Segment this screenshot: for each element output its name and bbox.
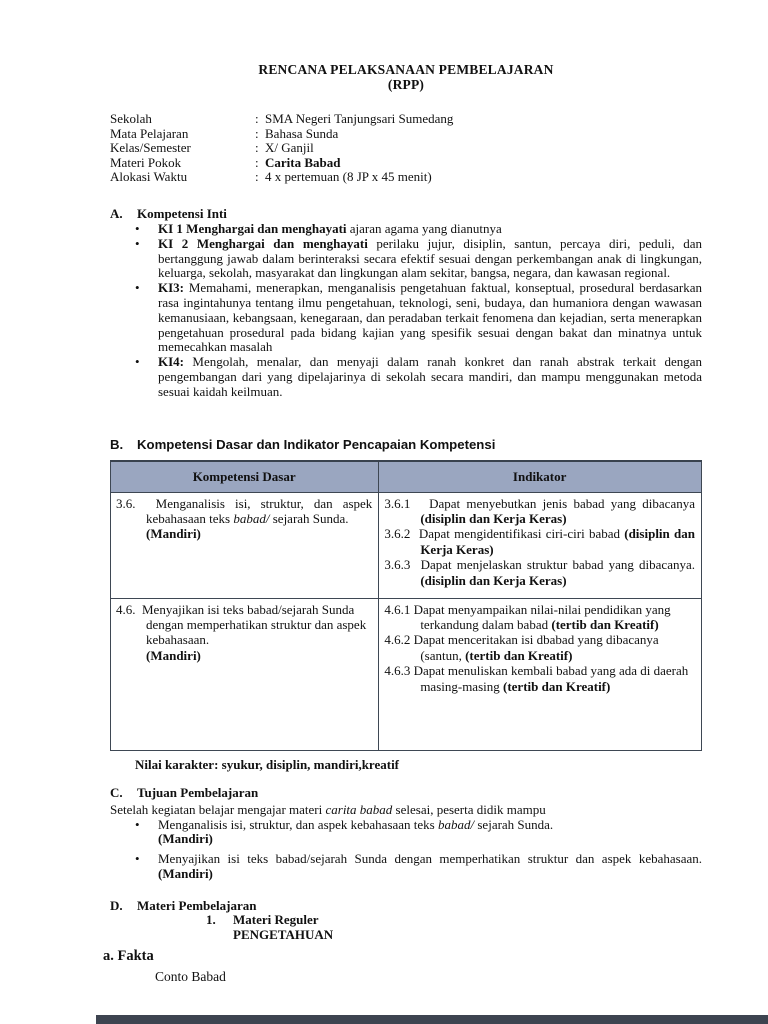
tujuan-list [110, 818, 702, 882]
ki-list [110, 222, 702, 400]
info-label: Materi Pokok [110, 154, 182, 170]
kd-3-6-text: 3.6. Menganalisis isi, struktur, dan aspek kebahasaan teks babad/ sejarah Sunda. (Mandiri) [116, 495, 373, 542]
info-block [110, 112, 702, 185]
info-row-sekolah [110, 112, 702, 127]
kd-indikator-table [110, 460, 702, 751]
section-c-title: Tujuan Pembelajaran [137, 784, 259, 800]
kd-cell-4-6 [111, 598, 379, 750]
section-a-heading [110, 206, 702, 221]
tujuan-item-1: • Menganalisis isi, struktur, dan aspek kebahasaan teks babad/ sejarah Sunda. (Mandiri) [110, 818, 702, 848]
info-row-kelas-semester [110, 141, 702, 156]
indikator-3-6-3: 3.6.3 Dapat menjelaskan struktur babad yang dibacanya. (disiplin dan Kerja Keras) [384, 557, 695, 588]
info-label: Alokasi Waktu [110, 169, 188, 185]
section-b-title: Kompetensi Dasar dan Indikator Pencapaian Kompetensi [137, 436, 496, 452]
info-value: Bahasa Sunda [265, 125, 339, 141]
info-label: Kelas/Semester [110, 140, 191, 156]
info-separator: : [255, 169, 259, 185]
info-separator: : [255, 125, 259, 141]
col-header-kompetensi-dasar: Kompetensi Dasar [111, 461, 379, 493]
section-d-title: Materi Pembelajaran [137, 897, 257, 913]
info-value: SMA Negeri Tanjungsari Sumedang [265, 111, 454, 126]
ki2-item: • KI 2 Menghargai dan menghayati perilaku jujur, disiplin, santun, percaya diri, peduli, dan bertanggung jawab dalam berinteraksi secara efektif sesuai dengan perkembangan anak di lingkungan, keluarga, sekolah, masyarakat dan lingkungan alam sekitar, bangsa, negara, dan kawasan regional. [110, 237, 702, 281]
section-d-label: D. [110, 897, 123, 913]
tujuan-intro: Setelah kegiatan belajar mengajar materi carita babad selesai, peserta didik mampu [110, 801, 546, 817]
table-row [111, 598, 702, 750]
section-a-label: A. [110, 205, 123, 221]
info-row-alokasi-waktu [110, 170, 702, 185]
kd-cell-3-6 [111, 492, 379, 598]
indikator-3-6-2: 3.6.2 Dapat mengidentifikasi ciri-ciri babad (disiplin dan Kerja Keras) [384, 526, 695, 557]
indikator-cell-4-6 [379, 598, 702, 750]
info-label: Sekolah [110, 111, 152, 126]
info-value: 4 x pertemuan (8 JP x 45 menit) [265, 169, 432, 185]
section-c-label: C. [110, 784, 123, 800]
nilai-karakter-note: Nilai karakter: syukur, disiplin, mandiri,kreatif [135, 756, 400, 772]
kd-4-6-text: 4.6. Menyajikan isi teks babad/sejarah Sunda dengan memperhatikan struktur dan aspek kebahasaan. (Mandiri) [116, 601, 367, 663]
page-bottom-bar [96, 1015, 768, 1024]
info-value: X/ Ganjil [265, 140, 314, 156]
materi-reguler-title: Materi Reguler [233, 911, 319, 927]
pengetahuan-heading: PENGETAHUAN [233, 926, 334, 942]
section-kompetensi-dasar [110, 437, 702, 773]
section-d-heading [110, 898, 702, 913]
fakta-content: Conto Babad [155, 969, 226, 985]
ki4-item: • KI4: Mengolah, menalar, dan menyaji dalam ranah konkret dan ranah abstrak terkait dengan pengembangan dari yang dipelajarinya di sekolah secara mandiri, dan mampu menggunakan metoda sesuai kaidah keilmuan. [110, 355, 702, 399]
page-title: RENCANA PELAKSANAAN PEMBELAJARAN [258, 62, 554, 77]
info-separator: : [255, 140, 259, 156]
section-a-title: Kompetensi Inti [137, 205, 227, 221]
materi-reguler-number: 1. [206, 911, 216, 927]
section-b-label: B. [110, 436, 124, 452]
table-header-row [111, 461, 702, 493]
section-tujuan-pembelajaran [110, 785, 702, 882]
page-subtitle: (RPP) [387, 77, 425, 92]
tujuan-item-2: • Menyajikan isi teks babad/sejarah Sunda dengan memperhatikan struktur dan aspek kebahasaan. (Mandiri) [110, 852, 702, 882]
indikator-3-6-1: 3.6.1 Dapat menyebutkan jenis babad yang dibacanya (disiplin dan Kerja Keras) [384, 495, 695, 526]
indikator-4-6-1: 4.6.1 Dapat menyampaikan nilai-nilai pendidikan yang terkandung dalam babad (tertib dan Kreatif) [384, 601, 671, 632]
info-separator: : [255, 154, 259, 170]
section-materi-pembelajaran [103, 897, 702, 986]
section-c-heading [110, 785, 702, 800]
info-label: Mata Pelajaran [110, 125, 189, 141]
section-b-heading [110, 437, 702, 452]
indikator-4-6-3: 4.6.3 Dapat menuliskan kembali babad yang ada di daerah masing-masing (tertib dan Kreatif) [384, 663, 689, 694]
info-row-mata-pelajaran [110, 127, 702, 142]
ki3-item: • KI3: Memahami, menerapkan, menganalisis pengetahuan faktual, konseptual, prosedural berdasarkan rasa ingintahunya tentang ilmu pengetahuan, teknologi, seni, budaya, dan humaniora dengan wawasan kemanusiaan, kebangsaan, kenegaraan, dan peradaban terkait fenomena dan kejadian, serta menerapkan pengetahuan prosedural pada bidang kajian yang spesifik sesuai dengan bakat dan minatnya untuk memecahkan masalah [110, 281, 702, 355]
col-header-indikator: Indikator [379, 461, 702, 493]
info-separator: : [255, 111, 259, 126]
indikator-4-6-2: 4.6.2 Dapat menceritakan isi dbabad yang dibacanya (santun, (tertib dan Kreatif) [384, 632, 659, 663]
info-row-materi-pokok [110, 156, 702, 171]
table-row [111, 492, 702, 598]
section-kompetensi-inti [110, 206, 702, 400]
fakta-heading: a. Fakta [103, 948, 154, 965]
indikator-cell-3-6 [379, 492, 702, 598]
ki1-item: • KI 1 Menghargai dan menghayati ajaran agama yang dianutnya [110, 222, 702, 237]
info-value: Carita Babad [265, 154, 341, 170]
materi-reguler-line [206, 913, 702, 928]
